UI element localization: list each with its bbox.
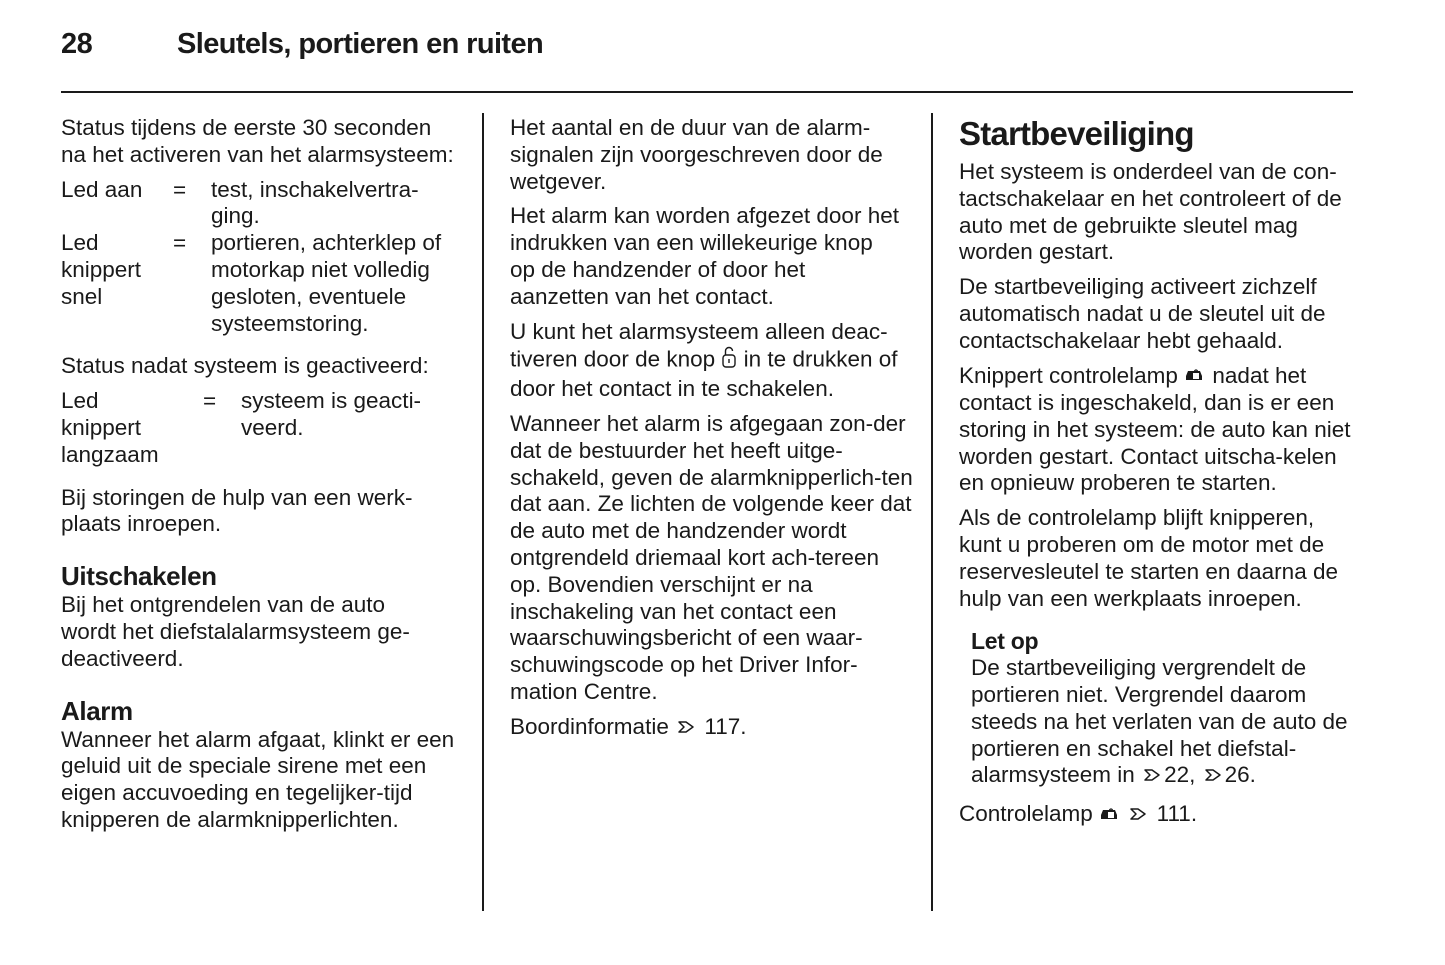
heading-startbeveiliging: Startbeveiliging (959, 115, 1194, 152)
reference-label: Boordinformatie (510, 713, 669, 739)
blinking-lamp-end: nadat het contact is ingeschakeld, dan is er een storing in het systeem: de auto kan niet worden gestart. Contact uitscha-kelen en opnieuw proberen te starten. (959, 362, 1351, 496)
keep-blinking-text: Als de controlelamp blijft knipperen, kunt u proberen om de motor met de reservesleutel te starten en daarna de hulp van een werkplaats inroepen. (959, 505, 1338, 611)
system-description: Het systeem is onderdeel van de con-tactschakelaar en het controleert of de auto met de gebruikte sleutel mag worden gestart. (959, 159, 1342, 265)
table-row (61, 230, 466, 337)
boordinformatie-reference (510, 714, 915, 741)
deactivate-text (510, 319, 915, 403)
note-ref-2: 26. (1224, 762, 1256, 788)
controlelamp-reference (959, 801, 1359, 828)
note-body: De startbeveiliging vergrendelt de portieren niet. Vergrendel daarom steeds na het verlaten van de auto de portieren en schakel het diefstal-alarmsysteem in (971, 655, 1348, 788)
column-1 (61, 115, 466, 842)
status-value: systeem is geacti-veerd. (241, 388, 422, 440)
immobiliser-lamp-icon (1184, 363, 1206, 390)
blinking-lamp-text (959, 363, 1359, 498)
reference-label: Controlelamp (959, 801, 1093, 827)
heading-alarm: Alarm (61, 695, 133, 726)
unlock-button-icon (721, 345, 737, 376)
status-table-2 (61, 388, 441, 468)
column-3 (959, 115, 1359, 837)
deactivate-text-start: U kunt het alarmsysteem alleen deac-tiveren door de knop (510, 318, 888, 372)
alarm-reset-text: Het alarm kan worden afgezet door het indrukken van een willekeurige knop op de handzender of door het aanzetten van het contact. (510, 203, 899, 309)
alarm-signals-text: Het aantal en de duur van de alarm-signalen zijn voorgeschreven door de wetgever. (510, 115, 883, 194)
status-intro: Status tijdens de eerste 30 seconden na het activeren van het alarmsysteem: (61, 115, 454, 167)
status-after-activation: Status nadat systeem is geactiveerd: (61, 353, 429, 379)
immobiliser-lamp-icon (1099, 802, 1121, 829)
status-key: Led knippert langzaam (61, 388, 159, 467)
page-reference-arrow-icon (1129, 803, 1147, 821)
reference-page: 117. (704, 713, 747, 739)
status-key: Led knippert snel (61, 230, 142, 309)
page-header (61, 28, 1353, 68)
page-reference-arrow-icon (1204, 764, 1222, 782)
status-table-1 (61, 177, 466, 338)
status-value: portieren, achterklep of motorkap niet volledig gesloten, eventuele systeemstoring. (211, 230, 442, 336)
heading-uitschakelen: Uitschakelen (61, 561, 217, 592)
status-sep: = (173, 176, 187, 202)
uitschakelen-text: Bij het ontgrendelen van de auto wordt het diefstalalarmsysteem ge-deactiveerd. (61, 592, 410, 671)
table-row (61, 388, 441, 468)
faults-text: Bij storingen de hulp van een werk-plaats inroepen. (61, 484, 413, 537)
note-box (971, 628, 1359, 789)
column-divider-1 (482, 113, 484, 911)
page-reference-arrow-icon (1143, 764, 1161, 782)
status-sep: = (203, 388, 217, 414)
note-text (971, 655, 1359, 789)
page-number: 28 (61, 28, 93, 60)
header-divider (61, 91, 1353, 93)
reference-page: 111. (1156, 801, 1198, 827)
note-ref-1: 22, (1164, 762, 1196, 788)
auto-activation-text: De startbeveiliging activeert zichzelf automatisch nadat u de sleutel uit de contactschakelaar hebt gehaald. (959, 274, 1326, 353)
chapter-title: Sleutels, portieren en ruiten (177, 28, 544, 60)
alarm-text: Wanneer het alarm afgaat, klinkt er een geluid uit de speciale sirene met een eigen accuvoeding en tegelijker-tijd knipperen de alarmknipperlichten. (61, 726, 455, 832)
deactivate-text-end: in te drukken of door het contact in te schakelen. (510, 346, 898, 402)
alarm-triggered-text: Wanneer het alarm is afgegaan zon-der dat de bestuurder het heeft uitge-schakeld, geven de alarmknipperlich-ten dat aan. Ze lichten de volgende keer dat de auto met de handzender wordt ontgrendeld driemaal kort ach-tereen op. Bovendien verschijnt er na inschakeling van het contact een waarschuwingsbericht of een waar-schuwingscode op het Driver Infor-mation Centre. (510, 410, 913, 704)
status-key: Led aan (61, 176, 143, 202)
table-row (61, 177, 466, 231)
status-sep: = (173, 230, 187, 256)
status-value: test, inschakelvertra-ging. (211, 176, 419, 229)
page-reference-arrow-icon (677, 716, 695, 734)
blinking-lamp-start: Knippert controlelamp (959, 362, 1178, 388)
note-heading: Let op (971, 628, 1039, 655)
column-divider-2 (931, 113, 933, 911)
column-2 (510, 115, 915, 749)
